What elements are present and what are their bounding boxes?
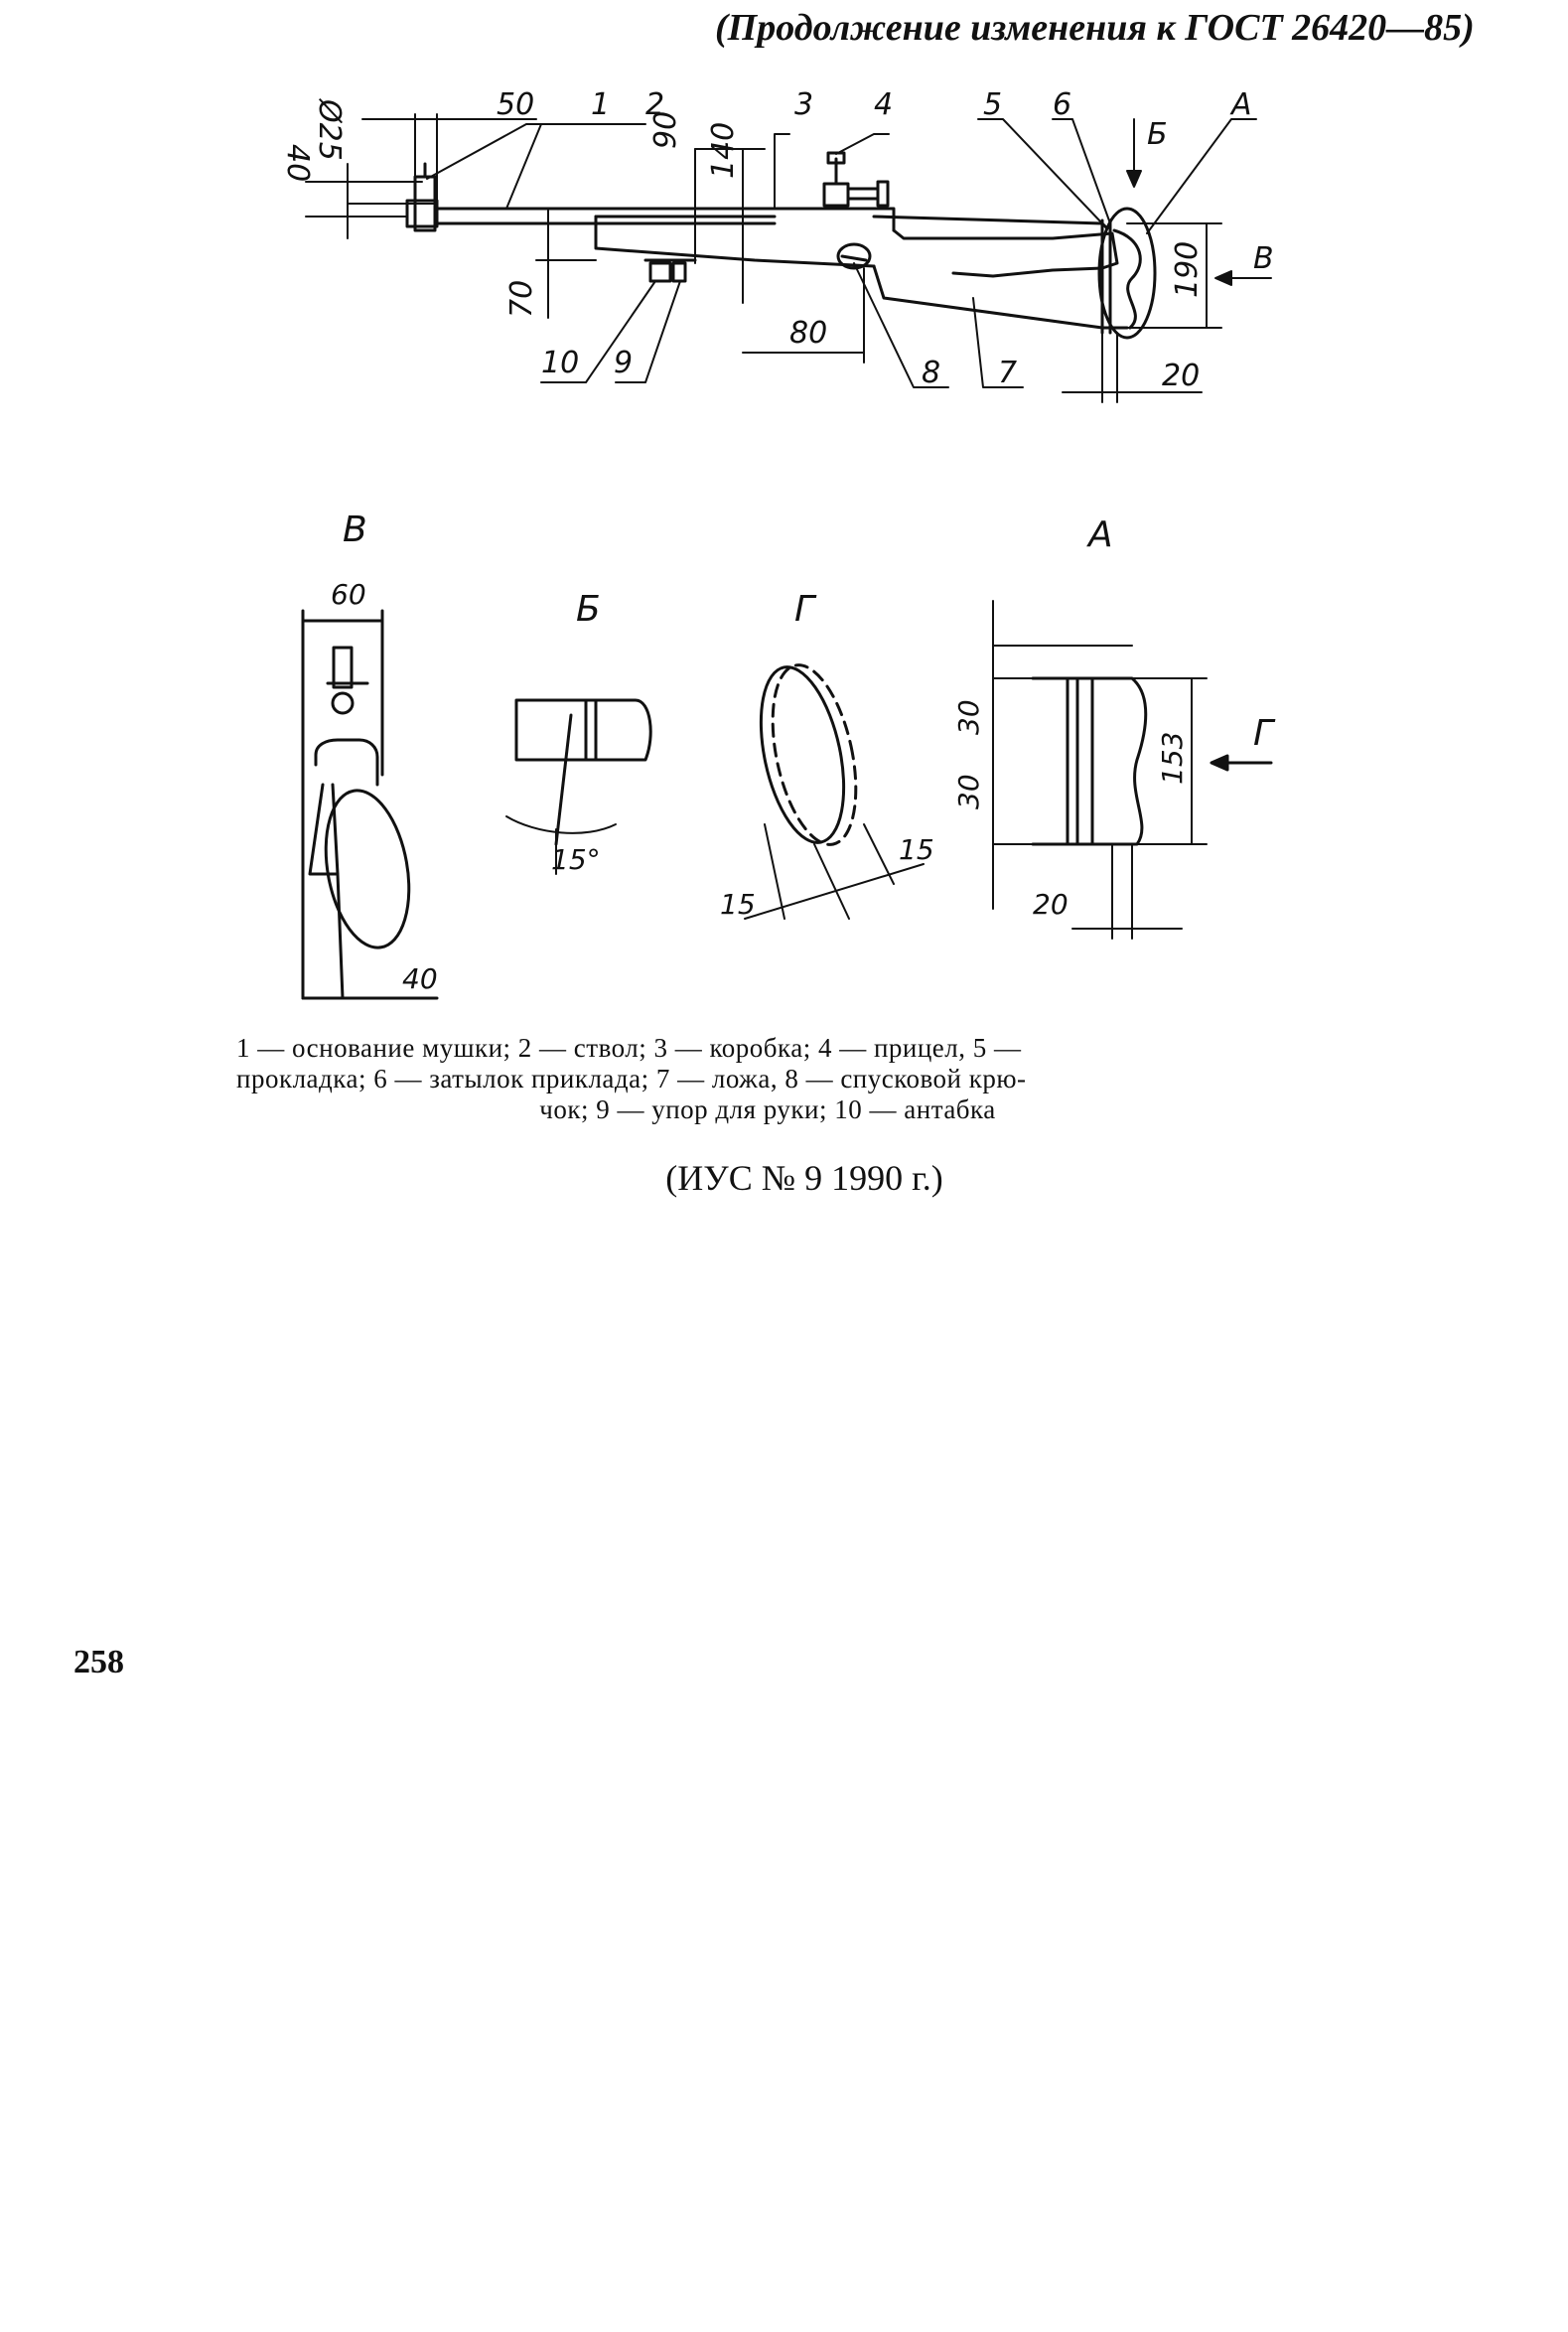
view-a-dim-upper: 30 [952,699,985,735]
callout-5: 5 [983,87,1003,122]
view-v-title: В [343,510,367,550]
dim-90: 90 [648,110,683,149]
view-g-dim-left: 15 [720,888,756,921]
view-g-title: Г [794,589,815,630]
view-v-dim-bottom: 40 [402,962,438,995]
callout-3: 3 [794,87,814,122]
view-a-title: А [1088,514,1113,555]
view-b-title: Б [576,589,601,630]
callout-8: 8 [922,356,941,390]
dim-40: 40 [280,144,315,183]
dim-25: Ø25 [312,99,347,161]
dim-20-main: 20 [1162,359,1201,393]
callout-4: 4 [874,87,894,122]
dim-80: 80 [789,316,828,351]
legend-line-3: чок; 9 — упор для руки; 10 — антабка [539,1094,996,1124]
callout-10: 10 [541,346,580,380]
view-g-drawing [745,657,924,919]
legend-line-2: прокладка; 6 — затылок приклада; 7 — ложа, 8 — спусковой крю- [236,1064,1027,1093]
view-a-dim-width: 20 [1033,888,1069,921]
view-v-dim-top: 60 [331,578,366,611]
legend-line-1: 1 — основание мушки; 2 — ствол; 3 — коробка; 4 — прицел, 5 — [236,1033,1022,1063]
view-b-angle: 15° [551,843,601,876]
callout-1: 1 [591,87,611,122]
view-label-b-main: Б [1147,117,1168,152]
view-a-dim-lower: 30 [952,774,985,809]
view-label-a-main: А [1231,87,1252,122]
view-a-arrow-label: Г [1253,713,1274,754]
callout-6: 6 [1053,87,1072,122]
callout-7: 7 [998,356,1018,390]
view-label-v-main: В [1253,241,1274,276]
dim-140: 140 [706,121,741,179]
ius-reference: (ИУС № 9 1990 г.) [665,1158,943,1198]
view-a-dim-height: 153 [1156,731,1189,785]
page-number: 258 [73,1644,124,1680]
technical-drawing [0,0,1568,1043]
view-v-drawing [303,611,437,998]
dim-70: 70 [504,279,539,318]
callout-2: 2 [645,87,665,122]
dim-190: 190 [1170,240,1205,298]
figure-legend [236,1033,1299,1125]
callout-9: 9 [614,346,634,380]
view-g-dim-right: 15 [899,833,934,866]
dim-50: 50 [497,87,535,122]
page-header: (Продолжение изменения к ГОСТ 26420—85) [715,7,1475,49]
main-dimension-lines [306,114,1271,402]
